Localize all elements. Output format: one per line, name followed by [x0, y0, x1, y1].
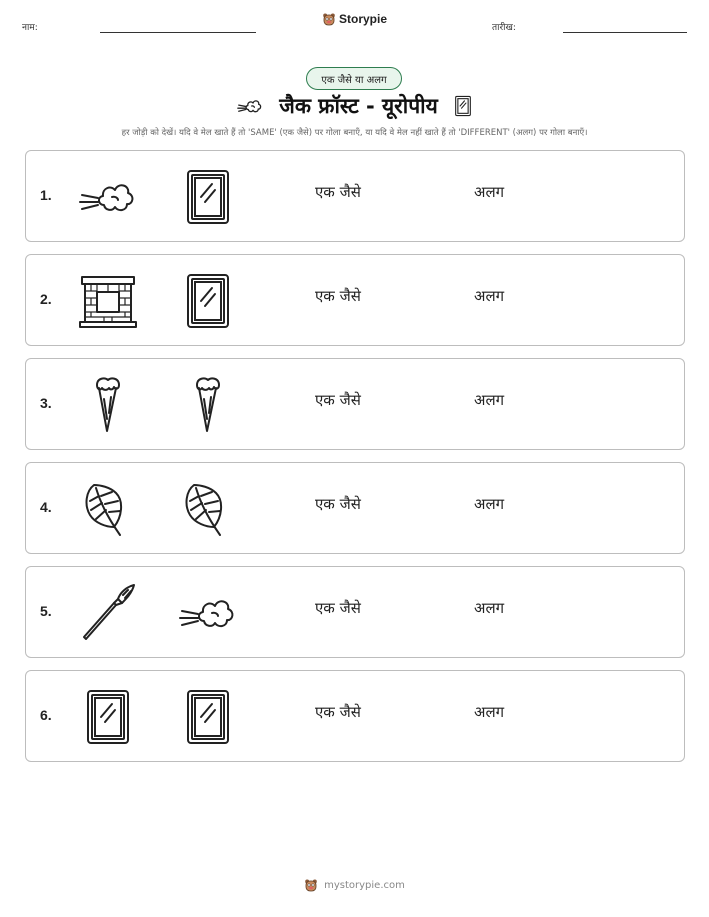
exercise-row-4 [25, 462, 685, 554]
row-6-left-picture [78, 687, 138, 747]
wind-cloud-icon [235, 93, 265, 119]
wind-cloud-icon [178, 583, 238, 643]
row-2-right-picture [178, 271, 238, 331]
row-number: 1. [40, 187, 52, 203]
different-option[interactable]: अलग [474, 703, 505, 721]
row-3-left-picture [78, 375, 138, 435]
instructions-text: हर जोड़ी को देखें। यदि वे मेल खाते हैं तो 'SAME' (एक जैसे) पर गोला बनाएँ, या यदि वे मेल नहीं खाते हैं तो 'DIFFERENT' (अलग) पर गोला बनाएँ। [121, 128, 588, 138]
different-option[interactable]: अलग [474, 183, 505, 201]
row-5-right-picture [178, 583, 238, 643]
name-label: नाम: [22, 23, 38, 33]
row-number: 3. [40, 395, 52, 411]
mirror-icon [78, 687, 138, 747]
exercise-row-2 [25, 254, 685, 346]
leaf-icon [178, 479, 238, 539]
row-2-left-picture [78, 271, 138, 331]
date-label: तारीख: [492, 23, 516, 33]
row-number: 5. [40, 603, 52, 619]
storypie-mascot-icon [304, 878, 318, 892]
exercise-row-3 [25, 358, 685, 450]
exercise-row-6 [25, 670, 685, 762]
exercise-row-1 [25, 150, 685, 242]
same-option[interactable]: एक जैसे [315, 183, 361, 201]
different-option[interactable]: अलग [474, 287, 505, 305]
row-3-right-picture [178, 375, 238, 435]
mirror-icon [452, 92, 474, 120]
footer-url: mystorypie.com [324, 879, 405, 891]
title-row [0, 90, 709, 122]
fireplace-icon [78, 271, 138, 331]
wind-cloud-icon [78, 167, 138, 227]
row-number: 6. [40, 707, 52, 723]
name-line[interactable] [100, 32, 256, 33]
logo-text: Storypie [339, 12, 388, 26]
mirror-icon [178, 687, 238, 747]
same-option[interactable]: एक जैसे [315, 287, 361, 305]
different-option[interactable]: अलग [474, 599, 505, 617]
row-6-right-picture [178, 687, 238, 747]
row-1-right-picture [178, 167, 238, 227]
footer [0, 878, 709, 892]
icicle-icon [178, 375, 238, 435]
row-4-left-picture [78, 479, 138, 539]
category-tag: एक जैसे या अलग [306, 67, 402, 90]
row-number: 4. [40, 499, 52, 515]
same-option[interactable]: एक जैसे [315, 703, 361, 721]
row-number: 2. [40, 291, 52, 307]
page-title: जैक फ्रॉस्ट - यूरोपीय [279, 94, 438, 118]
storypie-mascot-icon [322, 12, 336, 26]
icicle-icon [78, 375, 138, 435]
mirror-icon [178, 167, 238, 227]
paintbrush-icon [78, 583, 138, 643]
mirror-icon [178, 271, 238, 331]
row-5-left-picture [78, 583, 138, 643]
different-option[interactable]: अलग [474, 391, 505, 409]
row-1-left-picture [78, 167, 138, 227]
exercise-row-5 [25, 566, 685, 658]
storypie-logo [322, 12, 387, 26]
same-option[interactable]: एक जैसे [315, 391, 361, 409]
different-option[interactable]: अलग [474, 495, 505, 513]
leaf-icon [78, 479, 138, 539]
row-4-right-picture [178, 479, 238, 539]
same-option[interactable]: एक जैसे [315, 599, 361, 617]
date-line[interactable] [563, 32, 687, 33]
same-option[interactable]: एक जैसे [315, 495, 361, 513]
